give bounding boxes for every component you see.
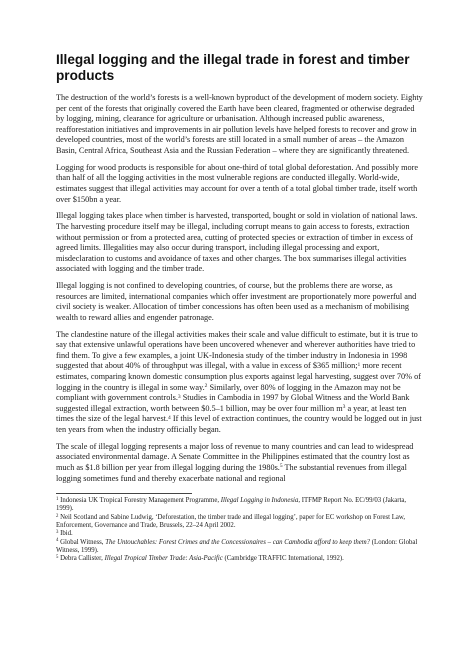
title-line-1: Illegal logging and the illegal trade in forest and timber <box>56 52 410 67</box>
paragraph-2: Logging for wood products is responsible for about one-third of total global deforestation. And possibly more than half of all the logging activities in the most vulnerable regions are conducted illegally. World-wide, estimates suggest that illegal activities may account for over a tenth of a total global timber trade, itself worth over $150bn a year. <box>56 162 419 204</box>
footnote-ref-5[interactable]: 5 <box>279 463 283 470</box>
paragraph-5 <box>56 330 424 436</box>
footnote-2-number: 2 <box>56 513 59 519</box>
paragraph-6-part-a: The scale of illegal logging represents a major loss of revenue to many countries and can lead to widespread associated environmental damage. A Senate Committee in the Philippines estimated that the country lost as much as $1.8 billion per year from illegal logging during the 1980s. <box>56 441 414 472</box>
footnote-5-text-b: (Cambridge TRAFFIC International, 1992). <box>222 555 344 563</box>
footnote-1 <box>56 497 424 514</box>
footnote-divider <box>56 493 192 494</box>
paragraph-5-part-e: a year, at least ten times the size of the legal harvest. <box>56 403 407 424</box>
paragraph-4: Illegal logging is not confined to developing countries, of course, but the problems there are worse, as resources are limited, international companies which offer investment are proportionately more powerful and civil society is weaker. Allocation of timber concessions has often been used as a mechanism of mobilising wealth to reward allies and engender patronage. <box>56 281 417 322</box>
footnote-ref-2[interactable]: 2 <box>204 383 208 389</box>
footnote-ref-3[interactable]: 3 <box>177 393 181 400</box>
footnote-ref-1[interactable]: 1 <box>357 361 361 368</box>
title-line-2: products <box>56 68 115 83</box>
paragraph-5-part-b: more recent estimates, comparing known domestic consumption plus exports against legal harvesting, suggest over 70% of logging in the country is illegal in some way. <box>56 361 421 392</box>
paragraph-5-part-f: If this level of extraction continues, the country would be logged out in just ten years from when the industry officially began. <box>56 414 422 434</box>
footnote-1-title: Illegal Logging in Indonesia, <box>220 497 301 505</box>
footnote-3-number: 3 <box>56 530 59 536</box>
footnote-5-number: 5 <box>56 555 59 561</box>
cubic-superscript: 3 <box>342 404 346 411</box>
footnote-4 <box>56 539 424 556</box>
footnote-5-title: Illegal Tropical Timber Trade: Asia-Pacific <box>104 555 223 563</box>
footnote-4-title: The Untouchables: Forest Crimes and the Concessionaires – can Cambodia afford to keep them? <box>105 538 371 546</box>
paragraph-6-part-b: The substantial revenues from illegal logging sometimes fund and thereby exacerbate national and regional <box>56 462 407 483</box>
footnote-4-text-b: (London: Global Witness, 1999). <box>56 538 418 554</box>
footnote-4-text-a: Global Witness, <box>58 538 106 546</box>
footnote-3-text: Ibid. <box>58 530 73 538</box>
paragraph-5-part-d: Studies in Cambodia in 1997 by Global Witness and the World Bank suggested illegal extraction, worth between $0.5–1 billion, may be over four million m <box>56 393 410 413</box>
footnote-1-text-b: ITFMP Report No. EC/99/03 (Jakarta, 1999). <box>56 497 407 513</box>
footnote-5-text-a: Debra Callister, <box>58 555 105 563</box>
footnote-4-number: 4 <box>56 538 59 544</box>
paragraph-5-part-a: The clandestine nature of the illegal activities makes their scale and value difficult to estimate, but it is true to say that extensive unlawful operations have been uncovered whenever and wherever authorities have tried to find them. To give a few examples, a joint UK-Indonesia study of the timber industry in Indonesia in 1998 suggested that about 40% of throughput was illegal, with a value in excess of $365 million; <box>56 329 418 371</box>
page-title <box>56 52 424 84</box>
footnote-2 <box>56 514 424 531</box>
paragraph-1: The destruction of the world’s forests is a well-known byproduct of the development of modern society. Eighty per cent of the forests that originally covered the Earth have been cleared, fragmented or otherwise degraded by logging, mining, clearance for agriculture or urbanisation. Although increased public awareness, reafforestation initiatives and improvements in air pollution levels have helped forests to recover and grow in developed countries, most of the world’s forests are still located in a small number of areas – the Amazon Basin, Central Africa, Southeast Asia and the Russian Federation – where they are significantly threatened. <box>56 93 423 155</box>
footnote-ref-4[interactable]: 4 <box>168 414 171 421</box>
paragraph-6 <box>56 442 424 484</box>
paragraph-5-part-c: Similarly, over 80% of logging in the Amazon may not be compliant with government controls. <box>56 382 401 403</box>
footnote-1-number: 1 <box>56 496 59 502</box>
footnote-5 <box>56 555 424 563</box>
footnote-3 <box>56 530 424 538</box>
footnote-1-text-a: Indonesia UK Tropical Forestry Management Programme, <box>58 497 221 505</box>
paragraph-3: Illegal logging takes place when timber is harvested, transported, bought or sold in violation of national laws. The harvesting procedure itself may be illegal, including corrupt means to gain access to forests, extraction without permission or from a protected area, cutting of protected species or extraction of timber in excess of agreed limits. Illegalities may also occur during transport, including illegal processing and export, misdeclaration to customs and avoidance of taxes and other charges. The box summarises illegal activities associated with logging and the timber trade. <box>56 211 418 274</box>
footnote-2-text: Neil Scotland and Sabine Ludwig, ‘Deforestation, the timber trade and illegal logging’, paper for EC workshop on Forest Law, Enforcement, Governance and Trade, Brussels, 22–24 April 2002. <box>56 513 406 530</box>
